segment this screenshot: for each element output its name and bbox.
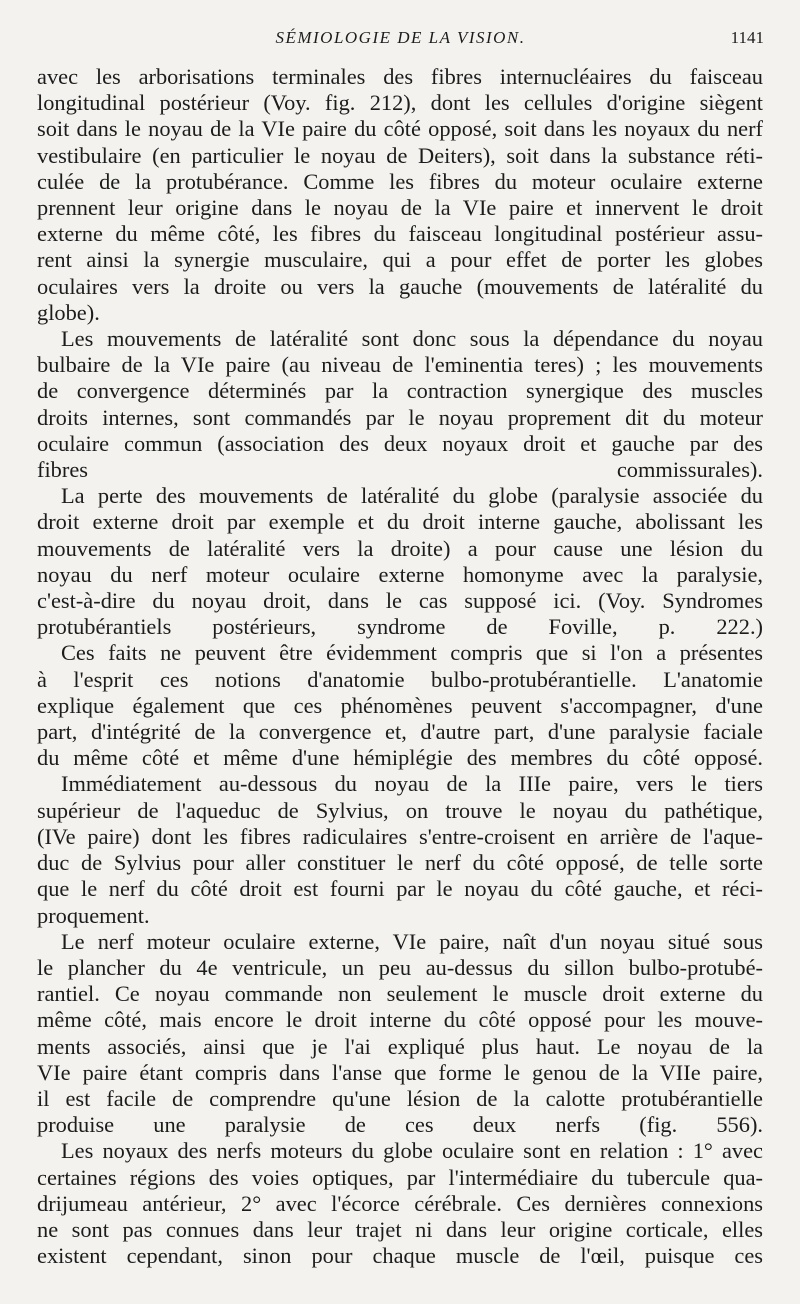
text-line: droits internes, sont commandés par le noyau proprement dit du moteur [37,404,763,430]
text-line: il est facile de comprendre qu'une lésion de la calotte protubérantielle [37,1085,763,1111]
text-line: VIe paire étant compris dans l'anse que forme le genou de la VIIe paire, [37,1059,763,1085]
text-line: duc de Sylvius pour aller constituer le nerf du côté opposé, de telle sorte [37,850,763,876]
text-line: que le nerf du côté droit est fourni par le noyau du côté gauche, et réci- [37,876,763,902]
text-line: part, d'intégrité de la convergence et, d'autre part, d'une paralysie faciale [37,719,763,745]
text-line: mouvements de latéralité vers la droite) a pour cause une lésion du [37,535,763,561]
text-line: (IVe paire) dont les fibres radiculaires s'entre-croisent en arrière de l'aque- [37,823,763,849]
text-line: noyau du nerf moteur oculaire externe homonyme avec la paralysie, [37,561,763,587]
text-line: culée de la protubérance. Comme les fibres du moteur oculaire externe [37,168,763,194]
text-line: c'est-à-dire du noyau droit, dans le cas supposé ici. (Voy. Syndromes [37,588,763,614]
text-line: ne sont pas connues dans leur trajet ni dans leur origine corticale, elles [37,1216,763,1242]
text-line: proquement. [37,902,150,928]
text-line: Les noyaux des nerfs moteurs du globe oculaire sont en relation : 1° avec [61,1138,763,1164]
text-line: longitudinal postérieur (Voy. fig. 212), dont les cellules d'origine siègent [37,90,763,116]
text-line: explique également que ces phénomènes peuvent s'accompagner, d'une [37,692,763,718]
body-text [37,64,763,1269]
text-line: droit externe droit par exemple et du droit interne gauche, abolissant les [37,509,763,535]
text-line: drijumeau antérieur, 2° avec l'écorce cérébrale. Ces dernières connexions [37,1190,763,1216]
text-line: Les mouvements de latéralité sont donc sous la dépendance du noyau [61,326,763,352]
text-line: bulbaire de la VIe paire (au niveau de l'eminentia teres) ; les mouvements [37,352,763,378]
text-line: supérieur de l'aqueduc de Sylvius, on trouve le noyau du pathétique, [37,797,763,823]
paragraph [37,771,763,928]
text-line: Ces faits ne peuvent être évidemment compris que si l'on a présentes [61,640,763,666]
text-line: protubérantiels postérieurs, syndrome de Foville, p. 222.) [37,614,763,640]
text-line: certaines régions des voies optiques, par l'intermédiaire du tubercule qua- [37,1164,763,1190]
paragraph [37,1138,763,1269]
text-line: le plancher du 4e ventricule, un peu au-dessus du sillon bulbo-protubé- [37,954,763,980]
text-line: prennent leur origine dans le noyau de la VIe paire et innervent le droit [37,195,763,221]
text-line: vestibulaire (en particulier le noyau de Deiters), soit dans la substance réti- [37,142,763,168]
page-number: 1141 [730,28,764,47]
text-line: externe du même côté, les fibres du faisceau longitudinal postérieur assu- [37,221,763,247]
text-line: rantiel. Ce noyau commande non seulement le muscle droit externe du [37,981,763,1007]
text-line: produise une paralysie de ces deux nerfs (fig. 556). [37,1112,763,1138]
running-title: SÉMIOLOGIE DE LA VISION. [275,28,526,47]
text-line: soit dans le noyau de la VIe paire du côté opposé, soit dans les noyaux du nerf [37,116,763,142]
paragraph [37,483,763,640]
text-line: existent cependant, sinon pour chaque muscle de l'œil, puisque ces [37,1243,763,1269]
page-header [37,28,764,54]
paragraph [37,640,763,771]
text-line: de convergence déterminés par la contraction synergique des muscles [37,378,763,404]
text-line: Immédiatement au-dessous du noyau de la IIIe paire, vers le tiers [61,771,763,797]
text-line: ments associés, ainsi que je l'ai expliqué plus haut. Le noyau de la [37,1033,763,1059]
text-line: oculaires vers la droite ou vers la gauche (mouvements de latéralité du [37,273,763,299]
text-line: du même côté et même d'une hémiplégie des membres du côté opposé. [37,745,763,771]
text-line: La perte des mouvements de latéralité du globe (paralysie associée du [61,483,763,509]
text-line: avec les arborisations terminales des fibres internucléaires du faisceau [37,64,763,89]
text-line: à l'esprit ces notions d'anatomie bulbo-protubérantielle. L'anatomie [37,666,763,692]
paragraph [37,326,763,483]
text-line: fibres commissurales). [37,457,763,483]
paragraph [37,929,763,1139]
text-line: globe). [37,299,100,325]
text-line: même côté, mais encore le droit interne du côté opposé pour les mouve- [37,1007,763,1033]
text-line: oculaire commun (association des deux noyaux droit et gauche par des [37,430,763,456]
text-line: Le nerf moteur oculaire externe, VIe paire, naît d'un noyau situé sous [61,928,763,954]
text-line: rent ainsi la synergie musculaire, qui a pour effet de porter les globes [37,247,763,273]
paragraph [37,64,763,326]
